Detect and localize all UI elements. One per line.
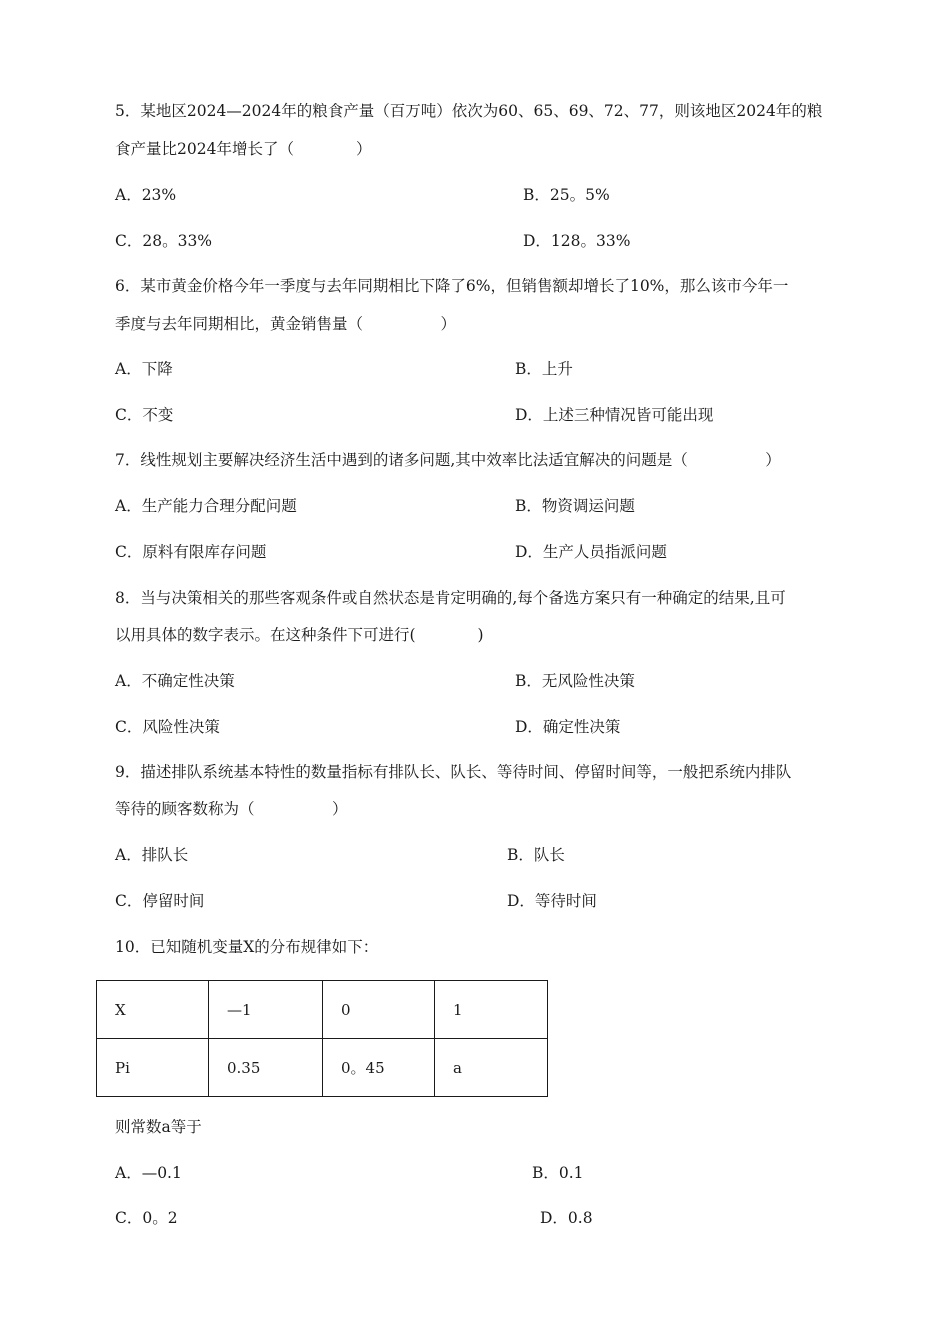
q5-option-c: C．28。33% — [115, 232, 213, 250]
table-cell: 0。45 — [323, 1039, 435, 1097]
q9-option-a: A．排队长 — [115, 846, 189, 864]
q9-stem-line2: 等待的顾客数称为（ ） — [115, 800, 348, 818]
q10-option-b: B．0.1 — [532, 1164, 584, 1182]
q9-option-d: D．等待时间 — [507, 892, 597, 910]
table-cell: —1 — [209, 981, 323, 1039]
q8-option-b: B．无风险性决策 — [515, 672, 635, 690]
q8-stem-line1: 8．当与决策相关的那些客观条件或自然状态是肯定明确的,每个备选方案只有一种确定的结果,且可 — [115, 589, 786, 607]
q6-option-d: D．上述三种情况皆可能出现 — [515, 406, 714, 424]
q8-stem-line2: 以用具体的数字表示。在这种条件下可进行( ) — [115, 626, 484, 644]
q9-option-c: C．停留时间 — [115, 892, 205, 910]
q10-option-c: C．0。2 — [115, 1209, 178, 1227]
table-cell: X — [97, 981, 209, 1039]
q5-option-d: D．128。33% — [523, 232, 631, 250]
q5-stem-line2: 食产量比2024年增长了（ ） — [115, 140, 372, 158]
q10-stem-line2: 则常数a等于 — [115, 1118, 202, 1136]
q8-option-a: A．不确定性决策 — [115, 672, 235, 690]
q6-stem-line1: 6．某市黄金价格今年一季度与去年同期相比下降了6%，但销售额却增长了10%，那么该市今年一 — [115, 277, 789, 295]
q7-option-a: A．生产能力合理分配问题 — [115, 497, 297, 515]
q5-option-a: A．23% — [115, 186, 177, 204]
q5-stem-line1: 5．某地区2024—2024年的粮食产量（百万吨）依次为60、65、69、72、77，则该地区2024年的粮 — [115, 102, 823, 120]
q8-option-c: C．风险性决策 — [115, 718, 220, 736]
q5-option-b: B．25。5% — [523, 186, 610, 204]
table-cell: a — [435, 1039, 548, 1097]
q9-stem-line1: 9．描述排队系统基本特性的数量指标有排队长、队长、等待时间、停留时间等，一般把系统内排队 — [115, 763, 792, 781]
q10-stem-line1: 10．已知随机变量X的分布规律如下： — [115, 938, 379, 956]
q10-option-d: D．0.8 — [540, 1209, 593, 1227]
q6-option-c: C．不变 — [115, 406, 174, 424]
q8-option-d: D．确定性决策 — [515, 718, 621, 736]
table-cell: 0 — [323, 981, 435, 1039]
distribution-table — [96, 980, 548, 1097]
q10-option-a: A．—0.1 — [115, 1164, 182, 1182]
q7-option-c: C．原料有限库存问题 — [115, 543, 267, 561]
table-cell: 0.35 — [209, 1039, 323, 1097]
q6-option-b: B．上升 — [515, 360, 573, 378]
q9-option-b: B．队长 — [507, 846, 565, 864]
table-cell: Pi — [97, 1039, 209, 1097]
table-row — [97, 1039, 548, 1097]
q7-stem-line1: 7．线性规划主要解决经济生活中遇到的诸多问题,其中效率比法适宜解决的问题是（ ） — [115, 451, 781, 469]
q7-option-d: D．生产人员指派问题 — [515, 543, 667, 561]
q6-option-a: A．下降 — [115, 360, 173, 378]
table-cell: 1 — [435, 981, 548, 1039]
q7-option-b: B．物资调运问题 — [515, 497, 635, 515]
table-row — [97, 981, 548, 1039]
q6-stem-line2: 季度与去年同期相比，黄金销售量（ ） — [115, 315, 457, 333]
